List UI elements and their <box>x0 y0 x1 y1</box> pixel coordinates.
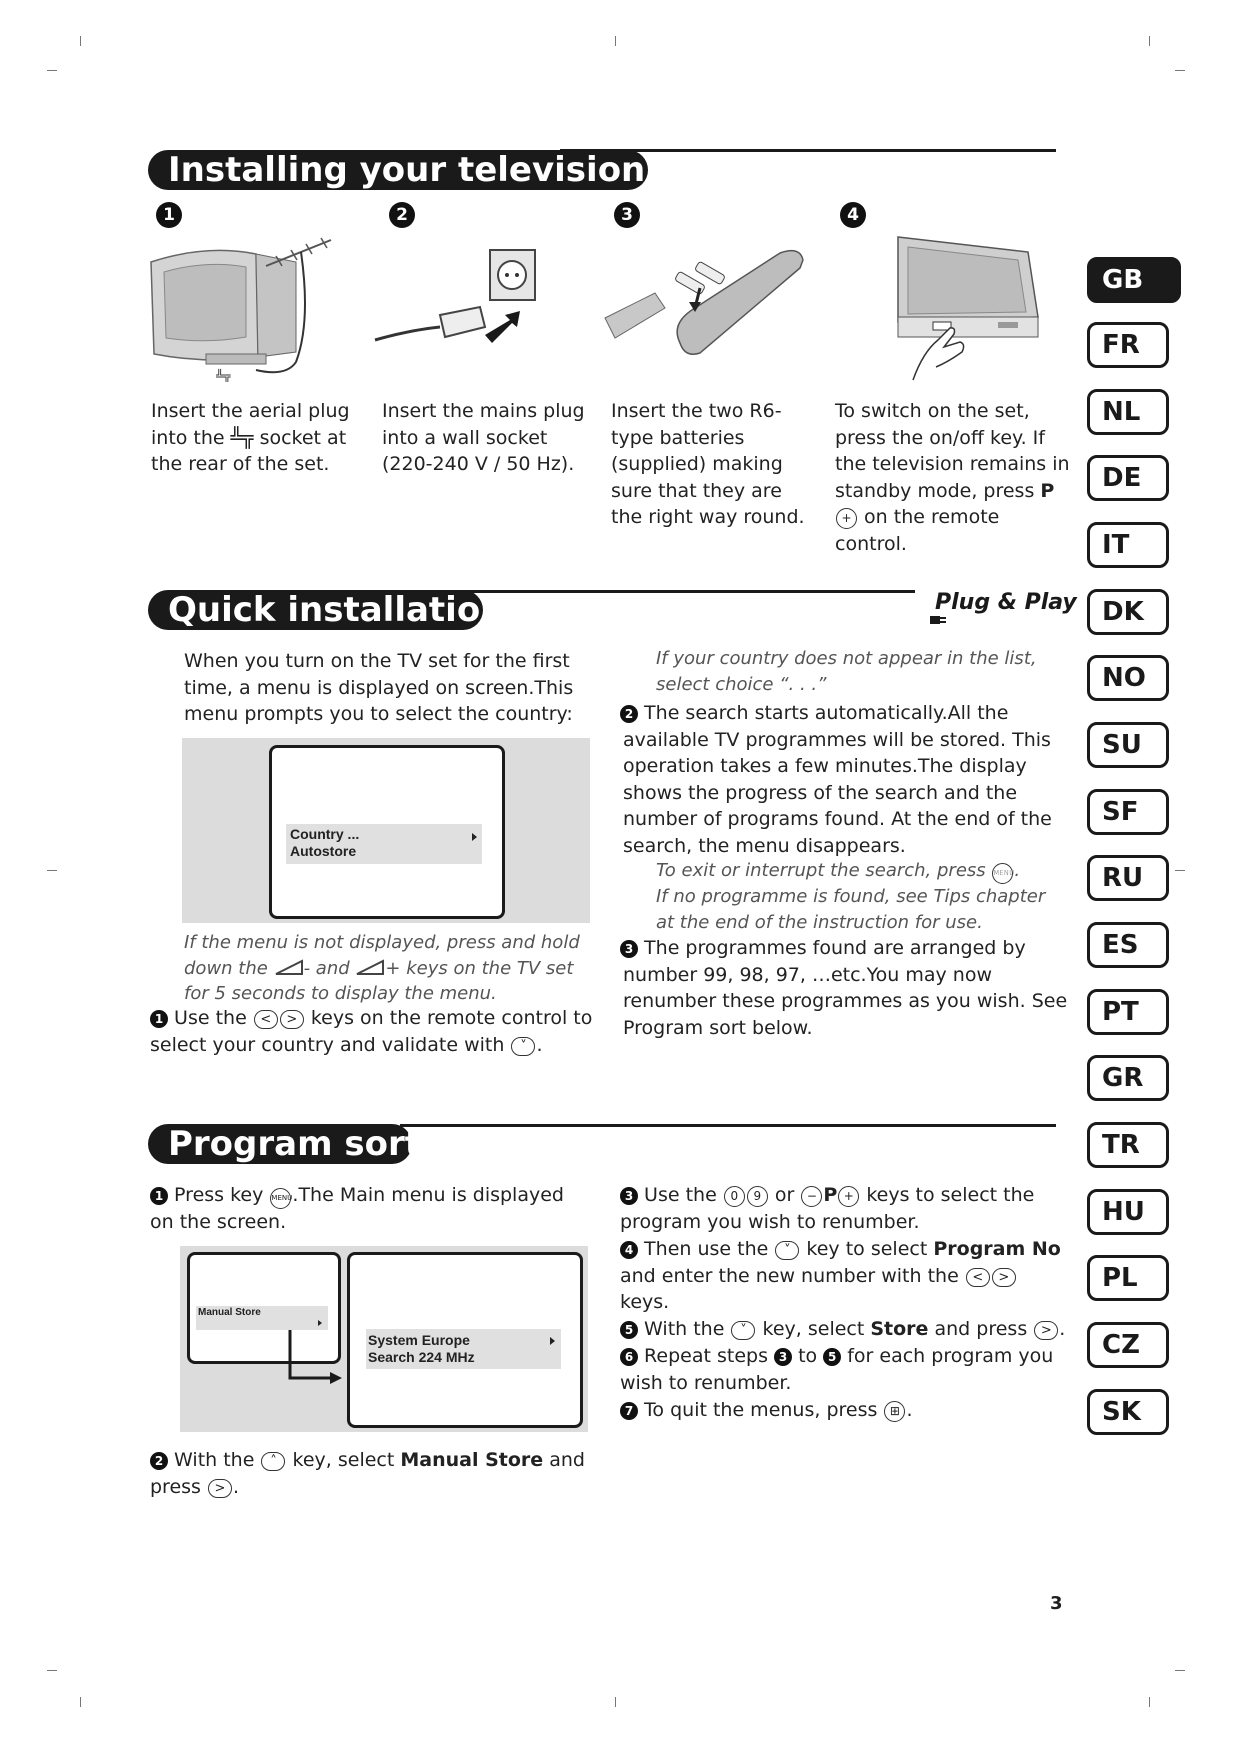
step-number: 1 <box>156 202 182 228</box>
plus-key-icon: + <box>838 1186 859 1207</box>
plug-and-play-logo: Plug & Play <box>935 590 1077 615</box>
language-tab-no[interactable]: NO <box>1087 655 1169 701</box>
country-menu <box>286 824 482 864</box>
step-bullet: 2 <box>620 705 638 723</box>
sort-step-2: 2 With the ˄ key, select Manual Store and press > . <box>150 1449 585 1498</box>
crop-mark <box>615 36 616 46</box>
sort-step-4-b: key to select <box>806 1238 928 1260</box>
quick-note-country: If your country does not appear in the list, select choice “. . .” <box>656 648 1037 695</box>
language-tab-sf[interactable]: SF <box>1087 789 1169 835</box>
minus-key-icon: − <box>801 1186 822 1207</box>
sort-step-4-d: keys. <box>620 1291 670 1313</box>
sort-step-3-c: keys to select the program you wish to renumber. <box>620 1184 1035 1233</box>
quick-note-exit-text: To exit or interrupt the search, press <box>656 860 986 881</box>
sort-step-4-a: Then use the <box>644 1238 769 1260</box>
install-step-4-text <box>835 398 1073 557</box>
right-key-icon: > <box>280 1010 304 1029</box>
step-bullet: 1 <box>150 1010 168 1028</box>
sort-step-4-c: and enter the new number with the <box>620 1264 959 1287</box>
step-bullet: 3 <box>620 940 638 958</box>
sort-step-7-text: To quit the menus, press <box>644 1399 878 1421</box>
up-key-icon: ˄ <box>261 1452 285 1471</box>
quick-step-1-a: Use the <box>174 1007 247 1029</box>
quick-step-1-b: keys on the remote control to select your country and validate with <box>150 1007 593 1056</box>
quick-step-2-text: The search starts automatically.All the available TV programmes will be stored. This operation takes a few minutes.The display shows the progress of the search and the number of programs found. At the end of the search, the menu disappears. <box>623 702 1052 857</box>
section-rule <box>400 1124 1056 1127</box>
quick-note-menu-a: If the menu is not displayed, press and hold down the <box>184 932 580 979</box>
p-key-label: P <box>1040 479 1055 502</box>
tv-aerial-illustration <box>146 232 346 382</box>
arrow-connector <box>286 1330 342 1386</box>
submenu-arrow-icon <box>472 833 477 841</box>
sort-step-5-a: With the <box>644 1318 725 1340</box>
digit-0-key-icon: 0 <box>724 1186 745 1207</box>
volume-icon <box>274 958 304 976</box>
language-tab-gb[interactable]: GB <box>1087 257 1181 303</box>
step-bullet: 4 <box>620 1241 638 1259</box>
step-bullet: 2 <box>150 1452 168 1470</box>
sort-step-6-b: to <box>798 1345 818 1367</box>
language-tab-hu[interactable]: HU <box>1087 1189 1169 1235</box>
install-step-4-text-b: on the remote control. <box>835 506 1000 555</box>
sort-step-6 <box>620 1343 1070 1396</box>
plug-icon <box>928 612 948 628</box>
language-tab-it[interactable]: IT <box>1087 522 1169 568</box>
crop-mark <box>47 870 57 871</box>
right-key-icon: > <box>1034 1321 1058 1340</box>
install-step-1-text: Insert the aerial plug into the ╩╦ socket at the rear of the set. <box>151 400 350 475</box>
menu-item-search: Search 224 MHz <box>368 1349 475 1365</box>
step-number: 2 <box>389 202 415 228</box>
section-title-program-sort: Program sort <box>148 1124 412 1164</box>
menu-item-country: Country ... <box>290 826 360 842</box>
submenu-arrow-icon <box>550 1337 555 1345</box>
sort-step-3-b: or <box>774 1184 795 1206</box>
right-key-icon: > <box>208 1479 232 1498</box>
svg-text:╩╦: ╩╦ <box>216 369 231 382</box>
sort-step-3 <box>620 1182 1070 1235</box>
quick-intro: When you turn on the TV set for the first time, a menu is displayed on screen.This menu prompts you to select the country: <box>184 650 574 725</box>
menu-key-icon: MENU <box>270 1188 291 1209</box>
sort-step-6-a: Repeat steps <box>644 1345 768 1367</box>
quick-note-menu-b: - and <box>303 957 350 979</box>
language-tab-gr[interactable]: GR <box>1087 1055 1169 1101</box>
quick-step-3 <box>623 935 1068 1041</box>
store-label: Store <box>870 1318 929 1340</box>
language-tab-sk[interactable]: SK <box>1087 1389 1169 1435</box>
step-ref: 3 <box>774 1348 792 1366</box>
section-title-quick: Quick installation <box>148 590 483 630</box>
digit-9-key-icon: 9 <box>747 1186 768 1207</box>
language-tab-su[interactable]: SU <box>1087 722 1169 768</box>
sort-step-5: 5 With the ˅ key, select Store and press > . <box>620 1316 1070 1343</box>
quick-note-menu <box>184 930 589 1007</box>
p-key-label: P <box>823 1184 838 1206</box>
crop-mark <box>47 70 57 71</box>
sort-step-5-b: key, select <box>762 1318 865 1340</box>
sort-step-7: 7 To quit the menus, press ⊞ . <box>620 1397 1070 1424</box>
tv-power-illustration <box>878 232 1048 382</box>
quick-note-noprog: If no programme is found, see Tips chapter at the end of the instruction for use. <box>656 886 1046 933</box>
menu-item-manual-store: Manual Store <box>198 1307 261 1318</box>
left-key-icon: < <box>966 1268 990 1287</box>
crop-mark <box>80 1697 81 1707</box>
sort-step-2-b: key, select <box>292 1449 395 1471</box>
step-number: 3 <box>614 202 640 228</box>
language-tab-de[interactable]: DE <box>1087 455 1169 501</box>
install-step-3-text: Insert the two R6-type batteries (supplied) making sure that they are the right way round. <box>611 400 805 528</box>
crop-mark <box>47 1670 57 1671</box>
program-no-label: Program No <box>933 1238 1061 1260</box>
remote-batteries-illustration <box>600 238 810 363</box>
volume-icon <box>355 958 385 976</box>
crop-mark <box>80 36 81 46</box>
crop-mark <box>615 1697 616 1707</box>
language-tab-nl[interactable]: NL <box>1087 389 1169 435</box>
step-bullet: 7 <box>620 1402 638 1420</box>
left-key-icon: < <box>254 1010 278 1029</box>
main-menu <box>196 1306 328 1330</box>
manual-store-menu <box>366 1329 561 1369</box>
step-number: 4 <box>840 202 866 228</box>
menu-item-system: System Europe <box>368 1332 470 1348</box>
down-key-icon: ˅ <box>731 1321 755 1340</box>
down-key-icon: ˅ <box>511 1037 535 1056</box>
step-bullet: 1 <box>150 1187 168 1205</box>
language-tab-es[interactable]: ES <box>1087 922 1169 968</box>
quick-note-exit: To exit or interrupt the search, press MENU. <box>656 858 1066 884</box>
page-number: 3 <box>1050 1593 1063 1614</box>
down-key-icon: ˅ <box>775 1241 799 1260</box>
sort-step-1-b: .The Main menu is displayed on the screen. <box>150 1184 564 1233</box>
crop-mark <box>1149 36 1150 46</box>
crop-mark <box>1175 870 1185 871</box>
install-step-4-text-a: To switch on the set, press the on/off key. If the television remains in standby mode, press <box>835 400 1070 502</box>
step-ref: 5 <box>823 1348 841 1366</box>
section-rule <box>460 590 915 593</box>
language-tab-pt[interactable]: PT <box>1087 989 1169 1035</box>
step-bullet: 6 <box>620 1348 638 1366</box>
language-tab-pl[interactable]: PL <box>1087 1255 1169 1301</box>
language-tab-ru[interactable]: RU <box>1087 855 1169 901</box>
language-tab-cz[interactable]: CZ <box>1087 1322 1169 1368</box>
right-key-icon: > <box>992 1268 1016 1287</box>
quick-step-3-text: The programmes found are arranged by number 99, 98, 97, …etc.You may now renumber these programmes as you wish. See Program sort below. <box>623 937 1068 1039</box>
sort-step-1 <box>150 1182 590 1236</box>
menu-key-icon: MENU <box>992 863 1013 884</box>
sort-step-2-a: With the <box>174 1449 255 1471</box>
plus-key-icon: + <box>836 508 857 529</box>
section-title-installing: Installing your television set <box>148 150 648 190</box>
manual-store-label: Manual Store <box>400 1449 544 1471</box>
mains-plug-illustration <box>370 245 545 355</box>
sort-step-2-c: and press <box>150 1449 585 1498</box>
sort-step-1-a: Press key <box>174 1184 264 1206</box>
install-step-2-text: Insert the mains plug into a wall socket (220-240 V / 50 Hz). <box>382 400 585 475</box>
quick-step-1: 1 Use the < > keys on the remote control to select your country and validate with ˅ . <box>150 1007 593 1056</box>
step-bullet: 3 <box>620 1187 638 1205</box>
tv-key-icon: ⊞ <box>884 1401 905 1422</box>
menu-item-autostore: Autostore <box>290 843 357 859</box>
crop-mark <box>1175 1670 1185 1671</box>
language-tab-dk[interactable]: DK <box>1087 589 1169 635</box>
submenu-arrow-icon <box>318 1320 322 1326</box>
crop-mark <box>1149 1697 1150 1707</box>
sort-step-6-c: for each program you wish to renumber. <box>620 1345 1054 1394</box>
step-bullet: 5 <box>620 1321 638 1339</box>
quick-note-menu-c: + keys on the TV set for 5 seconds to display the menu. <box>184 957 574 1004</box>
sort-step-4 <box>620 1236 1070 1316</box>
language-tab-tr[interactable]: TR <box>1087 1122 1169 1168</box>
quick-step-2 <box>623 700 1073 859</box>
language-tab-fr[interactable]: FR <box>1087 322 1169 368</box>
crop-mark <box>1175 70 1185 71</box>
sort-step-5-c: and press <box>934 1318 1028 1340</box>
sort-step-3-a: Use the <box>644 1184 717 1206</box>
